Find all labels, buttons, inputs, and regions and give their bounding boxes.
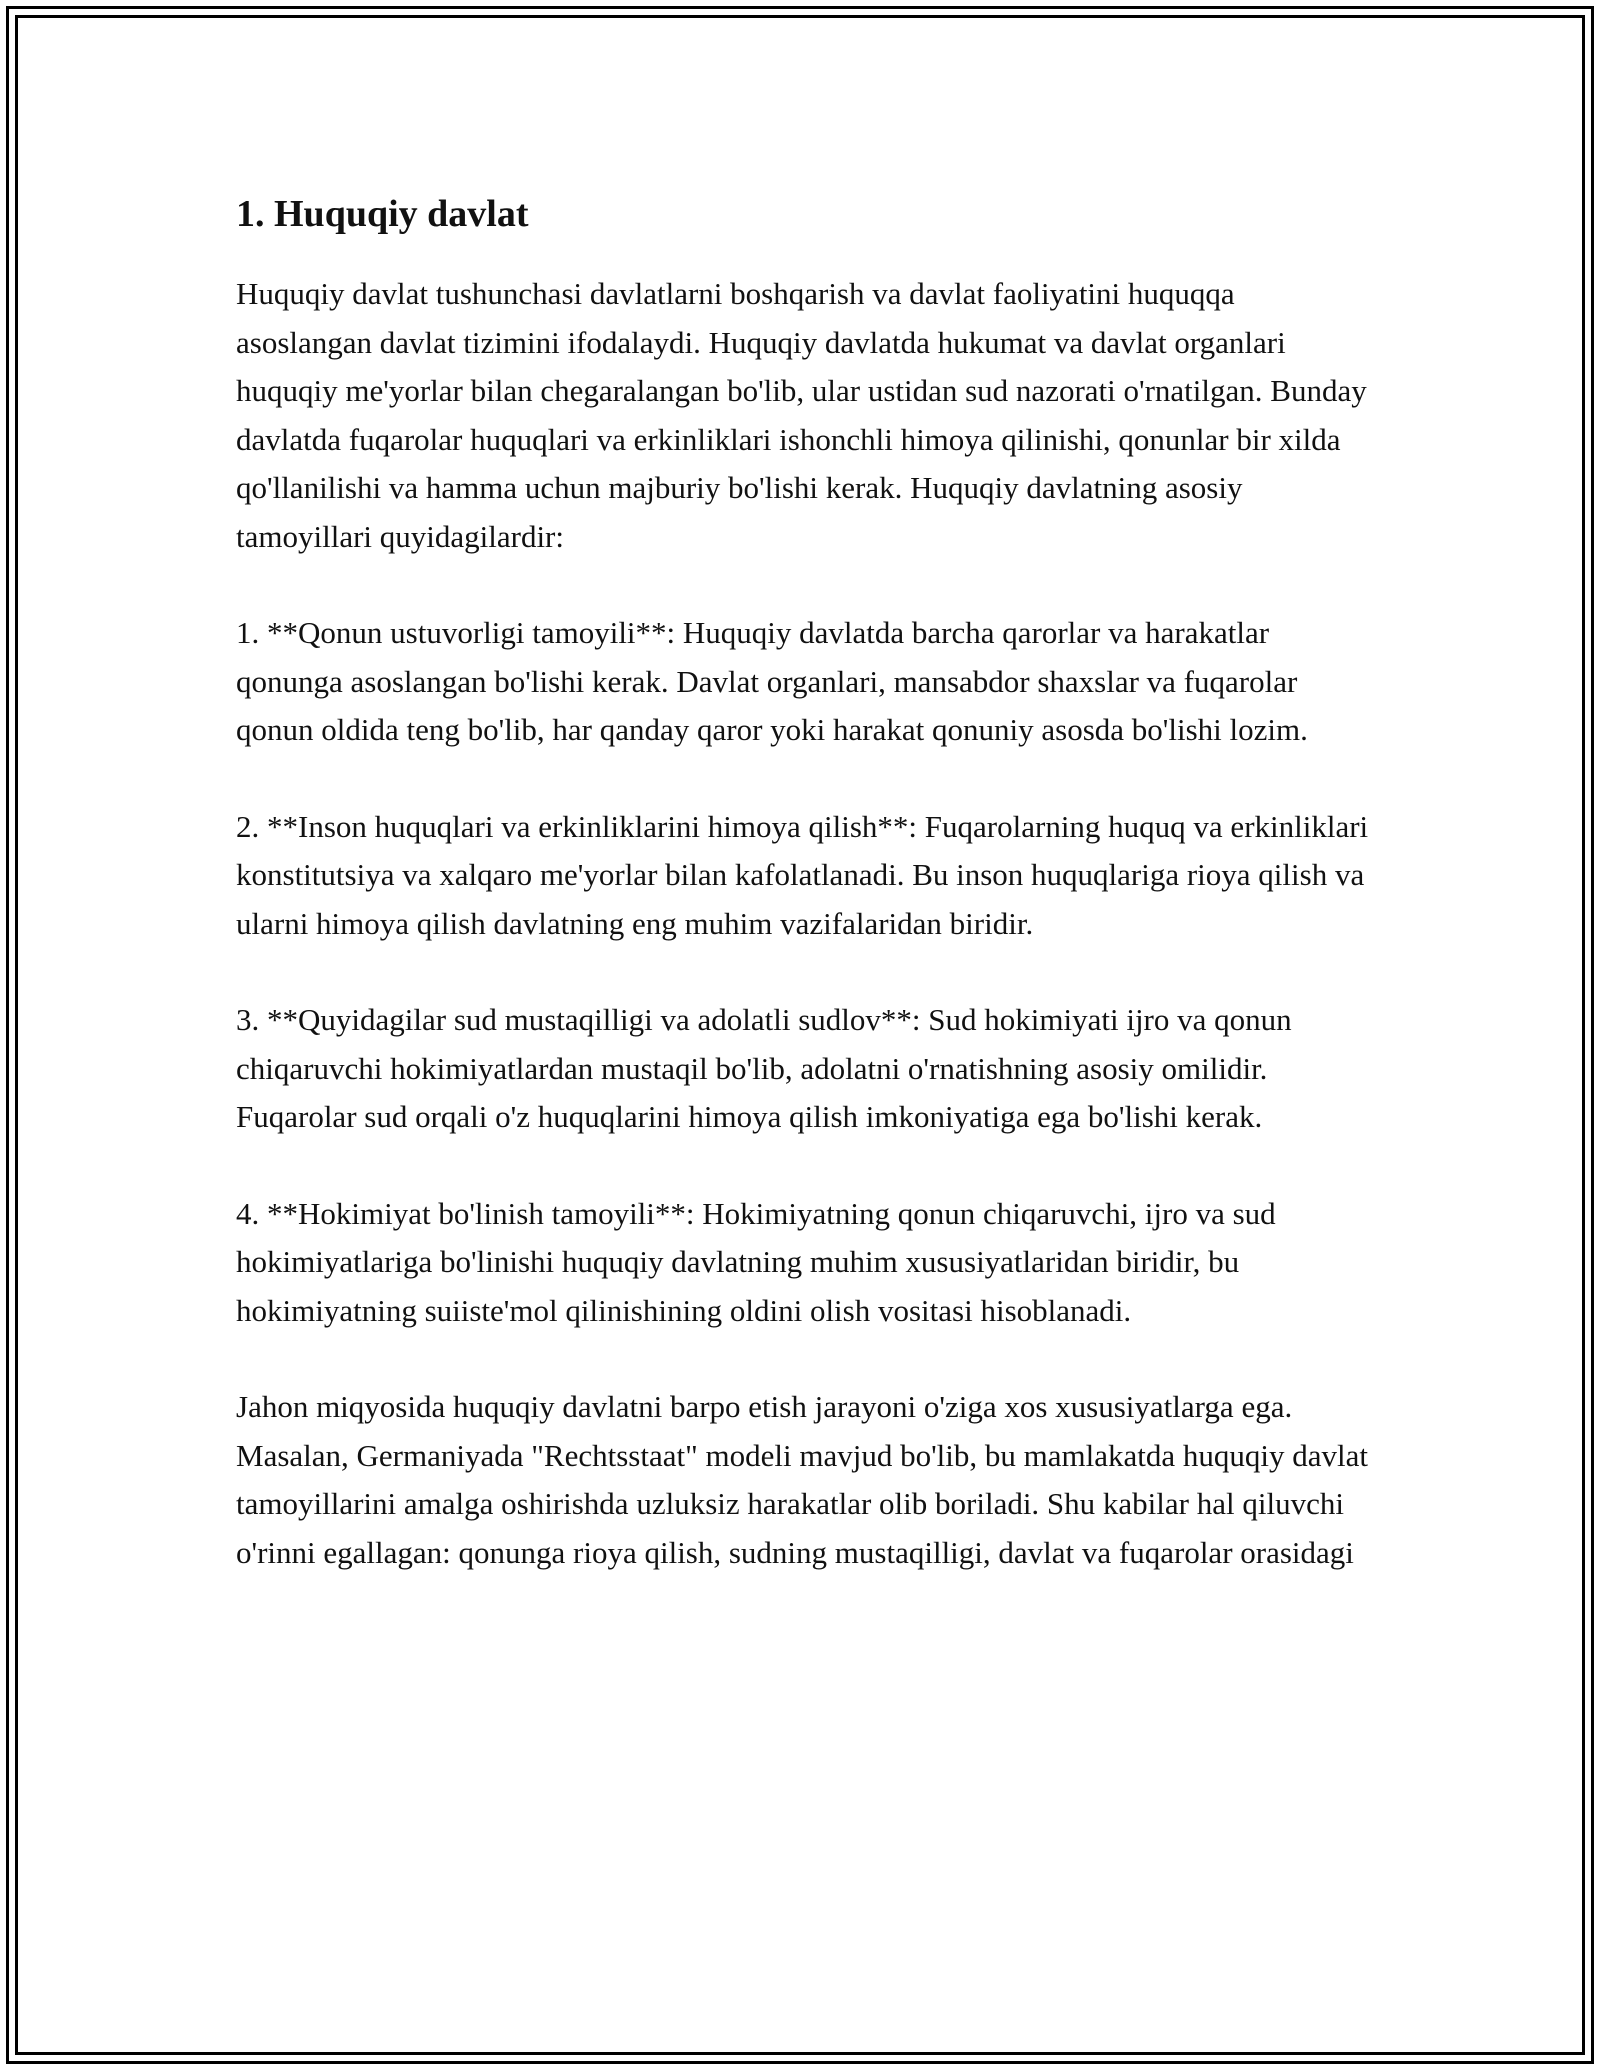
principle-2-paragraph: 2. **Inson huquqlari va erkinliklarini himoya qilish**: Fuqarolarning huquq va erkinliklari konstitutsiya va xalqaro me'yorlar bilan kafolatlanadi. Bu inson huquqlariga rioya qilish va ularni himoya qilish davlatning eng muhim vazifalaridan biridir.	[236, 808, 1369, 941]
principle-4-paragraph: 4. **Hokimiyat bo'linish tamoyili**: Hokimiyatning qonun chiqaruvchi, ijro va sud hokimiyatlariga bo'linishi huquqiy davlatning muhim xususiyatlaridan biridir, bu hokimiyatning suiiste'mol qilinishining oldini olish vositasi hisoblanadi.	[236, 1195, 1276, 1328]
principle-1-paragraph: 1. **Qonun ustuvorligi tamoyili**: Huquqiy davlatda barcha qarorlar va harakatlar qonunga asoslangan bo'lishi kerak. Davlat organlari, mansabdor shaxslar va fuqarolar qonun oldida teng bo'lib, har qanday qaror yoki harakat qonuniy asosda bo'lishi lozim.	[236, 615, 1308, 747]
intro-paragraph: Huquqiy davlat tushunchasi davlatlarni boshqarish va davlat faoliyatini huquqqa asoslangan davlat tizimini ifodalaydi. Huquqiy davlatda hukumat va davlat organlari huquqiy me'yorlar bilan chegaralangan bo'lib, ular ustidan sud nazorati o'rnatilgan. Bunday davlatda fuqarolar huquqlari va erkinliklari ishonchli himoya qilinishi, qonunlar bir xilda qo'llanilishi va hamma uchun majburiy bo'lishi kerak. Huquqiy davlatning asosiy tamoyillari quyidagilardir:	[236, 276, 1367, 554]
principle-3-paragraph: 3. **Quyidagilar sud mustaqilligi va adolatli sudlov**: Sud hokimiyati ijro va qonun chiqaruvchi hokimiyatlardan mustaqil bo'lib, adolatni o'rnatishning asosiy omilidir. Fuqarolar sud orqali o'z huquqlarini himoya qilish imkoniyatiga ega bo'lishi kerak.	[236, 1002, 1292, 1134]
section-title: 1. Huquqiy davlat	[236, 193, 529, 235]
document-body	[236, 186, 1376, 1625]
closing-paragraph: Jahon miqyosida huquqiy davlatni barpo etish jarayoni o'ziga xos xususiyatlarga ega. Masalan, Germaniyada "Rechtsstaat" modeli mavjud bo'lib, bu mamlakatda huquqiy davlat tamoyillarini amalga oshirishda uzluksiz harakatlar olib boriladi. Shu kabilar hal qiluvchi o'rinni egallagan: qonunga rioya qilish, sudning mustaqilligi, davlat va fuqarolar orasidagi	[236, 1389, 1368, 1570]
